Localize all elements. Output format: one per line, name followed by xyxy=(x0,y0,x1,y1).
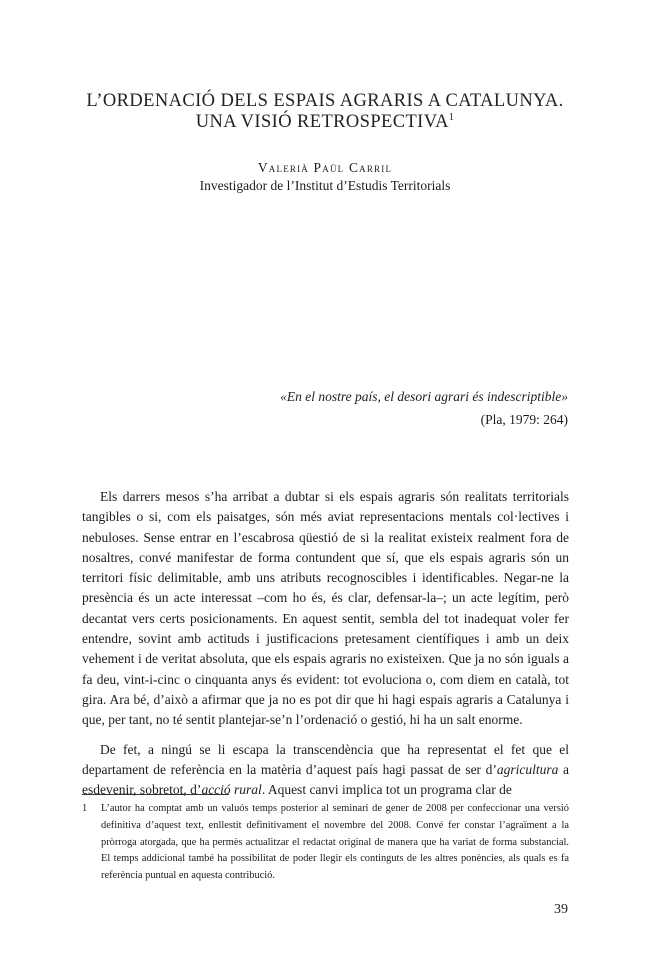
footnote-text: L’autor ha comptat amb un valuós temps posterior al seminari de gener de 2008 per confeccionar una versió definitiva d’aquest text, enllestit definitivament el novembre del 2008. Convé fer constar l’agraïment a la pròrroga atorgada, que ha permès actualitzar el redactat original de manera que ha variat de forma substancial. El temps addicional també ha possibilitat de poder llegir els continguts de les altres ponències, als quals es fa referència puntual en aquesta contribució. xyxy=(101,803,569,882)
term-agricultura: agricultura xyxy=(496,761,559,777)
paragraph-1: Els darrers mesos s’ha arribat a dubtar si els espais agraris són realitats territorials tangibles o si, com els paisatges, són més aviat representacions mentals col·lectives i nebuloses. Sense entrar en l’escabrosa qüestió de si la realitat existeix realment fora de nosaltres, convé manifestar de forma contundent que sí, que els espais agraris són un territori físic delimitable, amb uns atributs recognoscibles i identificables. Negar-ne la presència és un acte interessat –com ho és, és clar, defensar-la–; un acte legítim, però decantat vers certs posicionaments. En aquest sentit, sembla del tot inadequat voler fer entendre, sovint amb actituds i justificacions pretesament científiques i amb un deix vehement i de veritat absoluta, que els espais agraris no existeixen. Que ja no són iguals a fa deu, vint-i-cinc o cinquanta anys és evident: tot evoluciona o, com diem en català, tot gira. Ara bé, d’això a afirmar que ja no es pot dir que hi hagi espais agraris a Catalunya i que, per tant, no té sentit plantejar-se’n l’ordenació o gestió, hi ha un salt enorme. xyxy=(82,489,569,728)
page-number: 39 xyxy=(554,902,568,917)
chapter-title-line-2 xyxy=(60,112,590,133)
epigraph-quote: «En el nostre país, el desori agrari és indescriptible» xyxy=(280,389,568,404)
paragraph-2-part-b: a esdevenir, sobretot, d’ xyxy=(82,761,569,798)
epigraph-citation: (Pla, 1979: 264) xyxy=(480,412,568,427)
paragraph-2-part-a: De fet, a ningú se li escapa la transcendència que ha representat el fet que el departament de referència en la matèria d’aquest país hagi passat de ser d’ xyxy=(82,741,569,777)
footnote-number: 1 xyxy=(82,803,88,814)
chapter-title xyxy=(60,91,590,133)
author-affiliation: Investigador de l’Institut d’Estudis Territorials xyxy=(199,178,451,193)
paragraph-2 xyxy=(82,740,569,801)
term-accio-rural: acció rural xyxy=(201,782,262,798)
chapter-title-line-2-text: UNA VISIÓ RETROSPECTIVA xyxy=(195,112,449,132)
epigraph xyxy=(280,385,568,431)
paragraph-2-part-c: . Aquest canvi implica tot un programa clar de xyxy=(261,782,512,798)
body-text xyxy=(82,487,569,809)
author-name: Valerià Paül Carril xyxy=(257,160,393,175)
footnote-marker[interactable]: 1 xyxy=(448,111,455,123)
chapter-title-line-1: L’ORDENACIÓ DELS ESPAIS AGRARIS A CATALUNYA. xyxy=(86,91,564,111)
footnote-divider xyxy=(82,794,229,795)
footnote xyxy=(82,801,569,885)
